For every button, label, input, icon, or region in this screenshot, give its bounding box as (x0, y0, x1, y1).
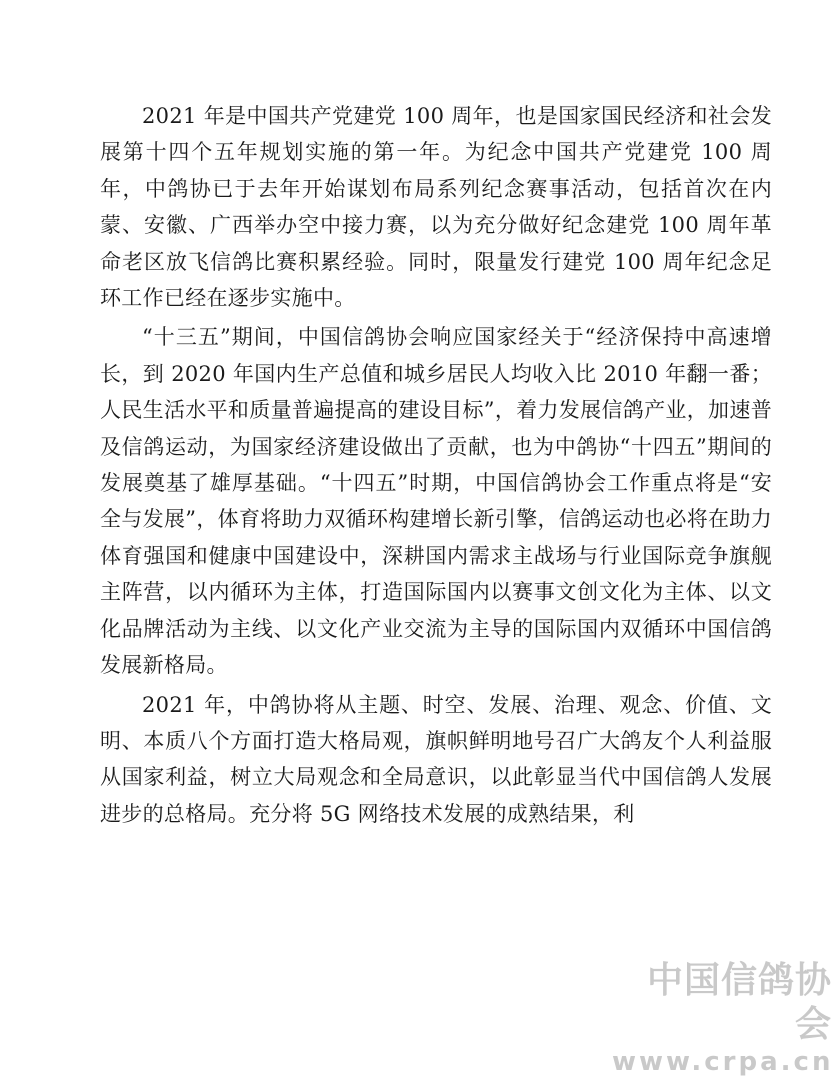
paragraph-3: 2021 年，中鸽协将从主题、时空、发展、治理、观念、价值、文明、本质八个方面打造大格局观，旗帜鲜明地号召广大鸽友个人利益服从国家利益，树立大局观念和全局意识，以此彰显当代中国信鸽人发展进步的总格局。充分将 5G 网络技术发展的成熟结果，利 (100, 692, 772, 826)
document-body (100, 98, 772, 832)
paragraph-1: 2021 年是中国共产党建党 100 周年，也是国家国民经济和社会发展第十四个五年规划实施的第一年。为纪念中国共产党建党 100 周年，中鸽协已于去年开始谋划布局系列纪念赛事活动，包括首次在内蒙、安徽、广西举办空中接力赛，以为充分做好纪念建党 100 周年革命老区放飞信鸽比赛积累经验。同时，限量发行建党 100 周年纪念足环工作已经在逐步实施中。 (100, 104, 772, 311)
paragraph-2: “十三五”期间，中国信鸽协会响应国家经关于“经济保持中高速增长，到 2020 年国内生产总值和城乡居民人均收入比 2010 年翻一番；人民生活水平和质量普遍提高的建设目标”，着力发展信鸽产业，加速普及信鸽运动，为国家经济建设做出了贡献，也为中鸽协“十四五”期间的发展奠基了雄厚基础。“十四五”时期，中国信鸽协会工作重点将是“安全与发展”，体育将助力双循环构建增长新引擎，信鸽运动也必将在助力体育强国和健康中国建设中，深耕国内需求主战场与行业国际竞争旗舰主阵营，以内循环为主体，打造国际国内以赛事文创文化为主体、以文化品牌活动为主线、以文化产业交流为主导的国际国内双循环中国信鸽发展新格局。 (100, 325, 772, 678)
watermark-url: www.crpa.cn (612, 1047, 834, 1077)
watermark (612, 959, 832, 1077)
watermark-name: 中国信鸽协会 (646, 960, 832, 1045)
